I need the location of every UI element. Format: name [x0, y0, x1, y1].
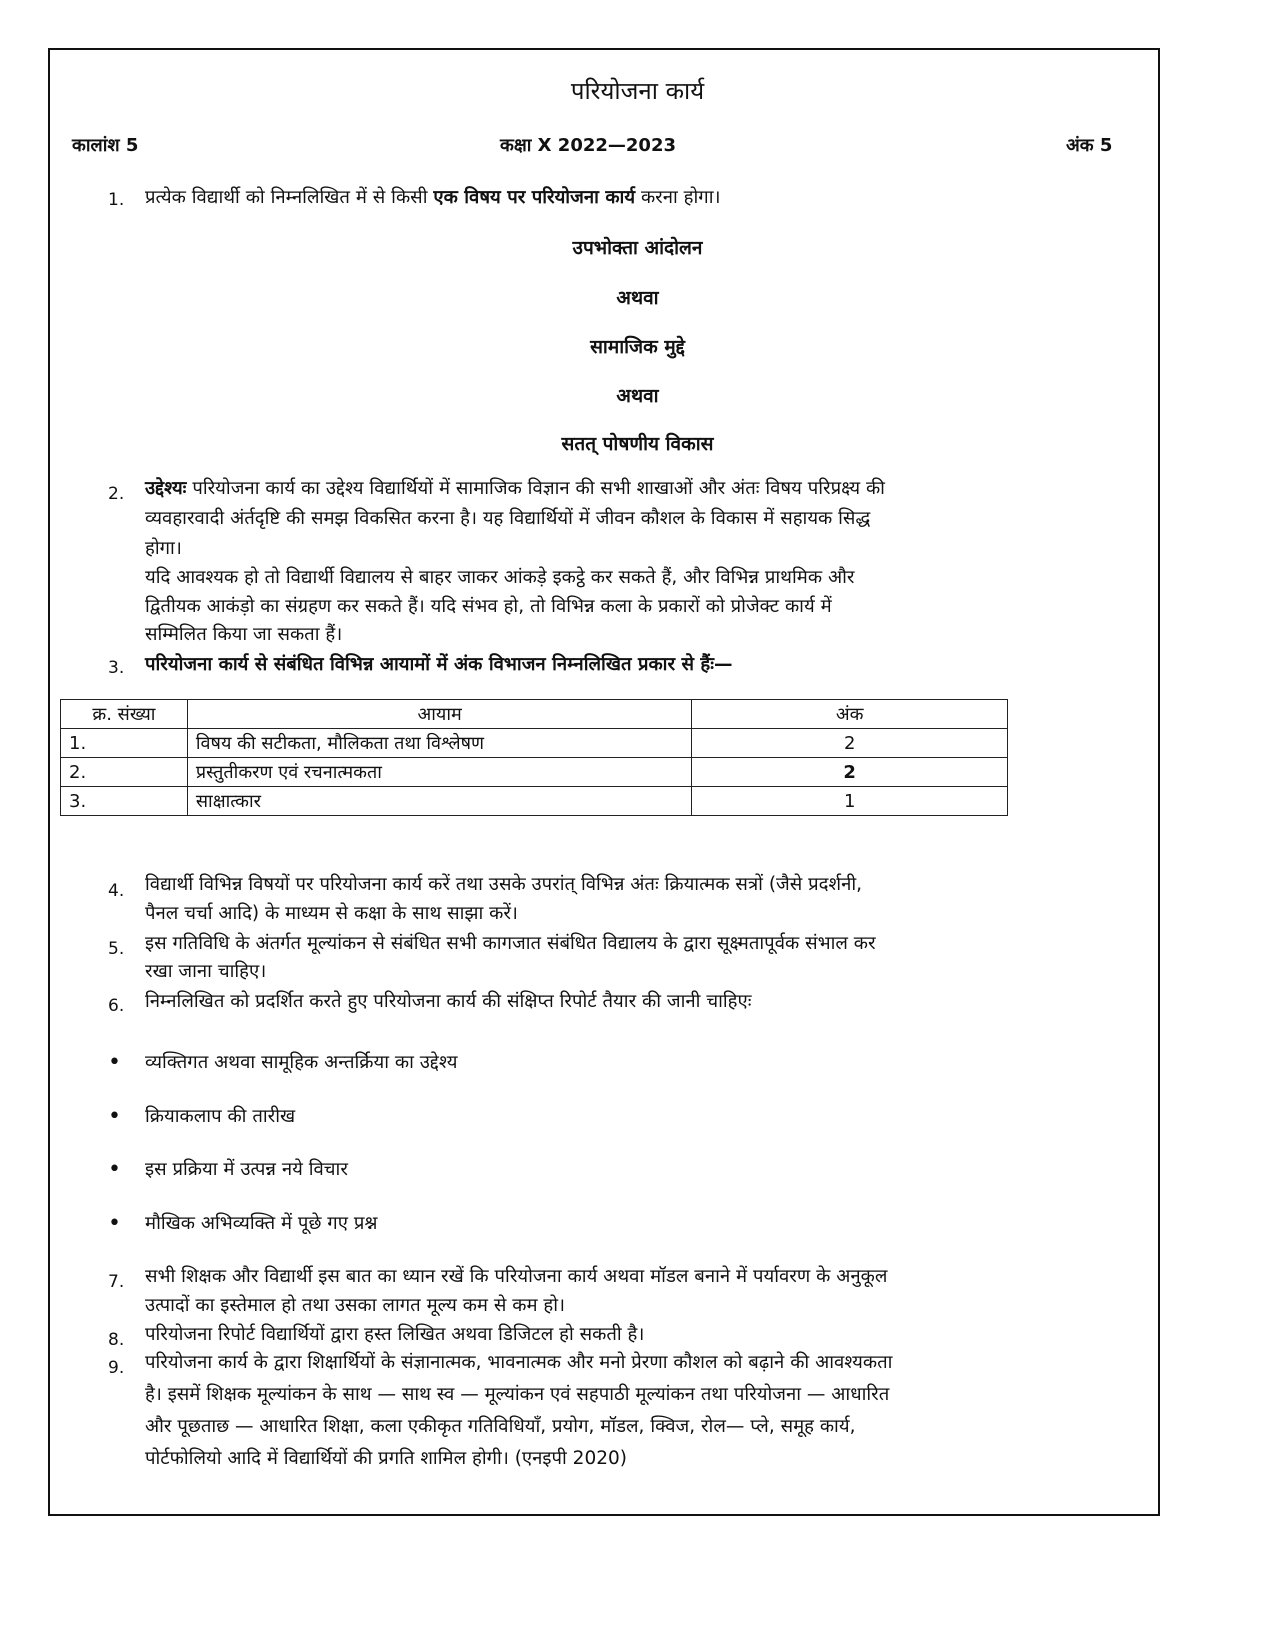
row-serial: 1.: [61, 729, 188, 758]
bullet-icon: •: [108, 1104, 121, 1129]
item-2-number: 2.: [108, 484, 125, 504]
item-4-number: 4.: [108, 881, 125, 901]
marks-label: अंक 5: [1066, 135, 1113, 156]
topic-consumer-movement: उपभोक्ता आंदोलन: [572, 237, 703, 259]
item-1-number: 1.: [108, 190, 125, 210]
item-2-line-5: द्वितीयक आकंड़ो का संग्रहण कर सकते हैं। यदि संभव हो, तो विभिन्न कला के प्रकारों को प्रोजेक्ट कार्य में: [145, 596, 832, 617]
table-header-row: [61, 700, 1008, 729]
item-4-line-2: पैनल चर्चा आदि) के माध्यम से कक्षा के साथ साझा करें।: [145, 903, 518, 924]
item-6-number: 6.: [108, 996, 125, 1016]
item-2-line-4: यदि आवश्यक हो तो विद्यार्थी विद्यालय से बाहर जाकर आंकड़े इकट्ठे कर सकते हैं, और विभिन्न प्राथमिक और: [145, 567, 855, 588]
row-marks: 2: [692, 758, 1008, 787]
topic-sustainable-development: सतत् पोषणीय विकास: [561, 433, 714, 455]
topic-or-1: अथवा: [616, 287, 659, 309]
row-dimension: विषय की सटीकता, मौलिकता तथा विश्लेषण: [187, 729, 691, 758]
bullet-item-2: क्रियाकलाप की तारीख: [145, 1106, 296, 1127]
period-label: कालांश 5: [72, 135, 139, 156]
item-9-line-3: और पूछताछ — आधारित शिक्षा, कला एकीकृत गतिविधियाँ, प्रयोग, मॉडल, क्विज, रोल— प्ले, समूह कार्य,: [145, 1416, 856, 1437]
item-5-line-1: इस गतिविधि के अंतर्गत मूल्यांकन से संबंधित सभी कागजात संबंधित विद्यालय के द्वारा सूक्ष्मतापूर्वक संभाल कर: [145, 933, 876, 954]
item-3-number: 3.: [108, 658, 125, 678]
item-7-line-1: सभी शिक्षक और विद्यार्थी इस बात का ध्यान रखें कि परियोजना कार्य अथवा मॉडल बनाने में पर्यावरण के अनुकूल: [145, 1266, 888, 1287]
bullet-item-1: व्यक्तिगत अथवा सामूहिक अन्तर्क्रिया का उद्देश्य: [145, 1052, 458, 1073]
item-9-line-1: परियोजना कार्य के द्वारा शिक्षार्थियों के संज्ञानात्मक, भावनात्मक और मनो प्रेरणा कौशल को बढ़ाने की आवश्यकता: [145, 1352, 893, 1373]
item-2-line-6: सम्मिलित किया जा सकता हैं।: [145, 624, 343, 645]
marks-distribution-table: [60, 699, 1008, 816]
header-dimension: आयाम: [187, 700, 691, 729]
bullet-item-4: मौखिक अभिव्यक्ति में पूछे गए प्रश्न: [145, 1213, 378, 1234]
bullet-icon: •: [108, 1211, 121, 1236]
item-5-line-2: रखा जाना चाहिए।: [145, 961, 267, 982]
item-5-number: 5.: [108, 939, 125, 959]
item-2-line-3: होगा।: [145, 538, 182, 559]
row-dimension: प्रस्तुतीकरण एवं रचनात्मकता: [187, 758, 691, 787]
item-8-number: 8.: [108, 1330, 125, 1350]
bullet-icon: •: [108, 1157, 121, 1182]
item-9-line-2: है। इसमें शिक्षक मूल्यांकन के साथ — साथ स्व — मूल्यांकन एवं सहपाठी मूल्यांकन तथा परियोजना — आधारित: [145, 1384, 890, 1405]
row-marks: 2: [692, 729, 1008, 758]
bullet-icon: •: [108, 1050, 121, 1075]
table-row: [61, 758, 1008, 787]
item-7-number: 7.: [108, 1272, 125, 1292]
header-marks: अंक: [692, 700, 1008, 729]
row-serial: 3.: [61, 787, 188, 816]
page-title: परियोजना कार्य: [570, 77, 705, 105]
item-2-line-1: उद्देश्यः परियोजना कार्य का उद्देश्य विद्यार्थियों में सामाजिक विज्ञान की सभी शाखाओं और अंतः विषय परिप्रक्ष्य की: [145, 478, 885, 499]
item-7-line-2: उत्पादों का इस्तेमाल हो तथा उसका लागत मूल्य कम से कम हो।: [145, 1295, 566, 1316]
row-serial: 2.: [61, 758, 188, 787]
item-9-number: 9.: [108, 1358, 125, 1378]
topic-social-issues: सामाजिक मुद्दे: [590, 336, 685, 358]
item-9-line-4: पोर्टफोलियो आदि में विद्यार्थियों की प्रगति शामिल होगी। (एनइपी 2020): [145, 1448, 627, 1469]
item-1-text: प्रत्येक विद्यार्थी को निम्नलिखित में से किसी एक विषय पर परियोजना कार्य करना होगा।: [145, 187, 721, 208]
item-4-line-1: विद्यार्थी विभिन्न विषयों पर परियोजना कार्य करें तथा उसके उपरांत् विभिन्न अंतः क्रियात्मक सत्रों (जैसे प्रदर्शनी,: [145, 874, 863, 895]
bullet-item-3: इस प्रक्रिया में उत्पन्न नये विचार: [145, 1159, 348, 1180]
row-dimension: साक्षात्कार: [187, 787, 691, 816]
header-serial-number: क्र. संख्या: [61, 700, 188, 729]
table-row: [61, 787, 1008, 816]
item-3-text: परियोजना कार्य से संबंधित विभिन्न आयामों में अंक विभाजन निम्नलिखित प्रकार से हैंः—: [145, 654, 733, 675]
topic-or-2: अथवा: [616, 385, 659, 407]
class-year-label: कक्षा X 2022—2023: [500, 135, 676, 156]
row-marks: 1: [692, 787, 1008, 816]
item-8-text: परियोजना रिपोर्ट विद्यार्थियों द्वारा हस्त लिखित अथवा डिजिटल हो सकती है।: [145, 1324, 645, 1345]
item-6-text: निम्नलिखित को प्रदर्शित करते हुए परियोजना कार्य की संक्षिप्त रिपोर्ट तैयार की जानी चाहिएः: [145, 991, 752, 1012]
table-row: [61, 729, 1008, 758]
item-2-line-2: व्यवहारवादी अंर्तदृष्टि की समझ विकसित करना है। यह विद्यार्थियों में जीवन कौशल के विकास में सहायक सिद्ध: [145, 508, 871, 529]
